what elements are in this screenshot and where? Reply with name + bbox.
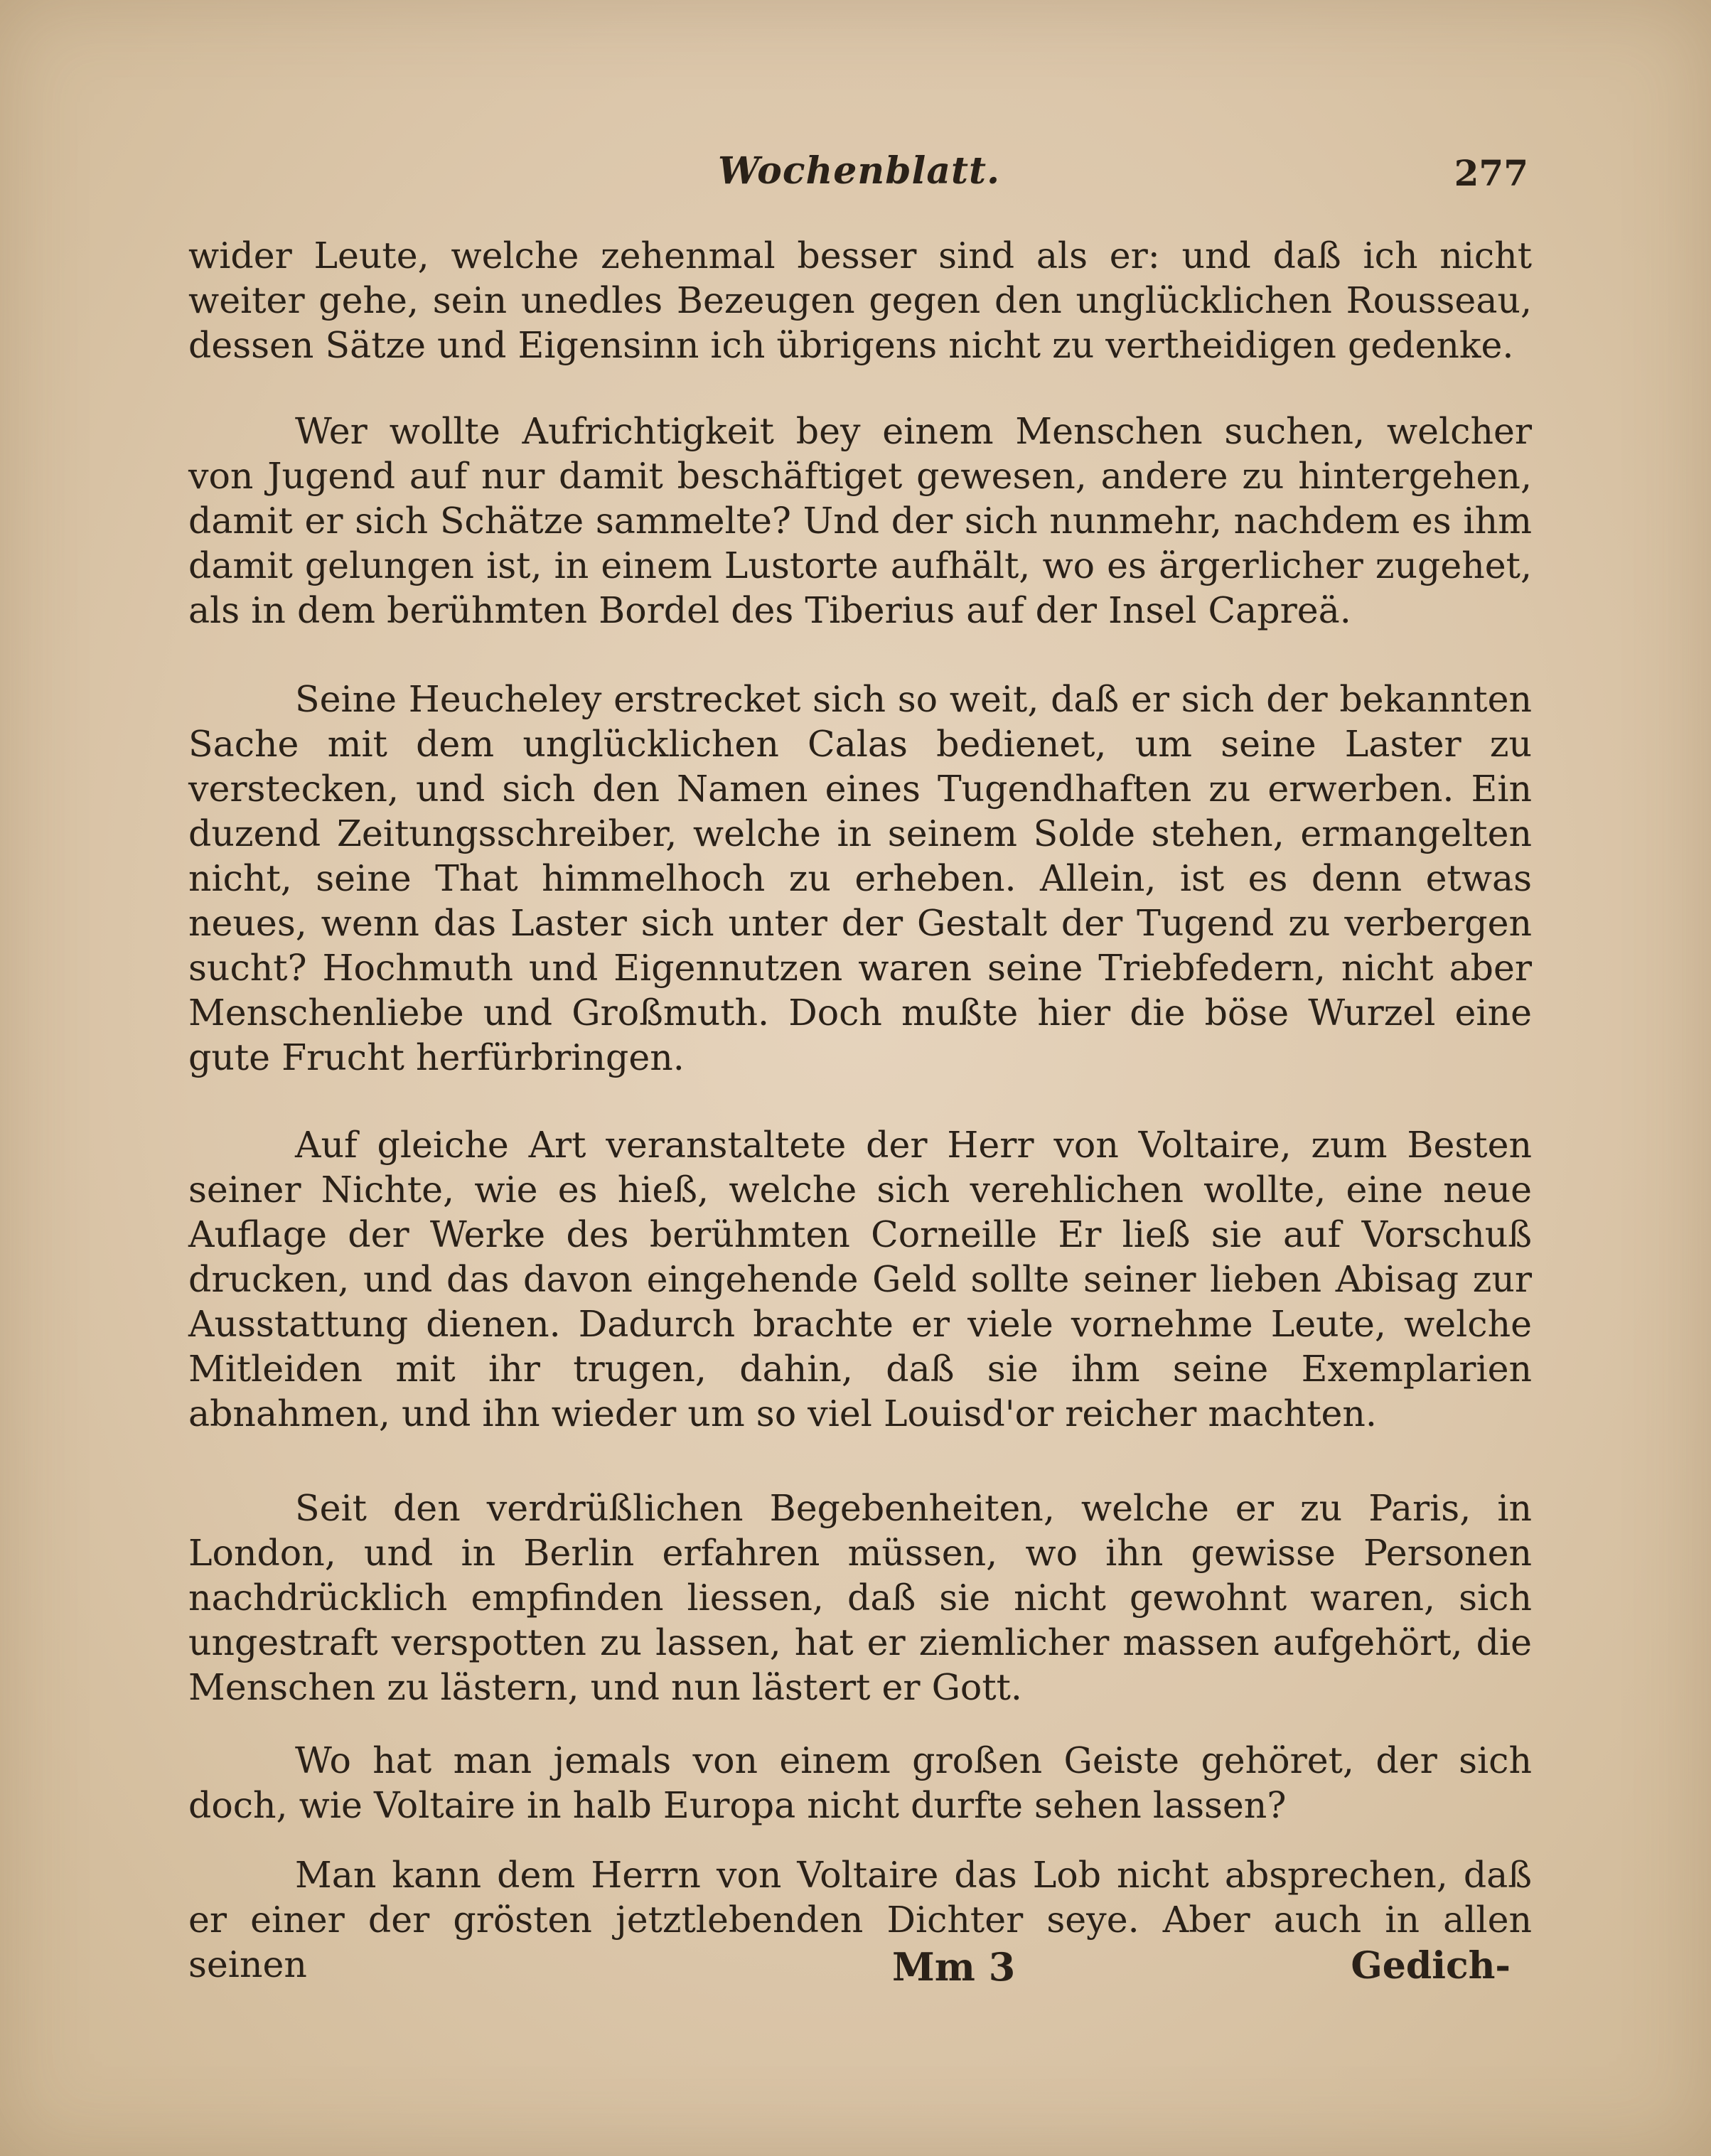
paragraph: Wo hat man jemals von einem großen Geiste gehöret, der sich doch, wie Voltaire in halb Europa nicht durfte sehen lassen? xyxy=(188,1739,1532,1826)
running-head: Wochenblatt. xyxy=(718,149,1001,193)
page-header xyxy=(192,149,1535,206)
catchword: Gedich- xyxy=(1351,1944,1511,1988)
paragraph: Man kann dem Herrn von Voltaire das Lob nicht absprechen, daß er einer der grösten jetztlebenden Dichter seye. Aber auch in allen seinen xyxy=(188,1854,1532,1985)
signature-mark: Mm 3 xyxy=(892,1944,1016,1990)
paragraph: Seine Heucheley erstrecket sich so weit, daß er sich der bekannten Sache mit dem unglücklichen Calas bedienet, um seine Laster zu verstecken, und sich den Namen eines Tugendhaften zu erwerben. Ein duzend Zeitungsschreiber, welche in seinem Solde stehen, ermangelten nicht, seine That himmelhoch zu erheben. Allein, ist es denn etwas neues, wenn das Laster sich unter der Gestalt der Tugend zu verbergen sucht? Hochmuth und Eigennutzen waren seine Triebfedern, nicht aber Menschenliebe und Großmuth. Doch mußte hier die böse Wurzel eine gute Frucht herfürbringen. xyxy=(188,678,1532,1078)
paragraph: Auf gleiche Art veranstaltete der Herr von Voltaire, zum Besten seiner Nichte, wie es hieß, welche sich verehlichen wollte, eine neue Auflage der Werke des berühmten Corneille Er ließ sie auf Vorschuß drucken, und das davon eingehende Geld sollte seiner lieben Abisag zur Ausstattung dienen. Dadurch brachte er viele vornehme Leute, welche Mitleiden mit ihr trugen, dahin, daß sie ihm seine Exemplarien abnahmen, und ihn wieder um so viel Louisd'or reicher machten. xyxy=(188,1124,1532,1434)
page-footer xyxy=(188,1944,1532,2001)
paragraph-continuation: wider Leute, welche zehenmal besser sind als er: und daß ich nicht weiter gehe, sein unedles Bezeugen gegen den unglücklichen Rousseau, dessen Sätze und Eigensinn ich übrigens nicht zu vertheidigen gedenke. xyxy=(188,235,1532,366)
paragraph: Wer wollte Aufrichtigkeit bey einem Menschen suchen, welcher von Jugend auf nur damit beschäftiget gewesen, andere zu hintergehen, damit er sich Schätze sammelte? Und der sich nunmehr, nachdem es ihm damit gelungen ist, in einem Lustorte aufhält, wo es ärgerlicher zugehet, als in dem berühmten Bordel des Tiberius auf der Insel Capreä. xyxy=(188,410,1532,631)
paragraph: Seit den verdrüßlichen Begebenheiten, welche er zu Paris, in London, und in Berlin erfahren müssen, wo ihn gewisse Personen nachdrücklich empfinden liessen, daß sie nicht gewohnt waren, sich ungestraft verspotten zu lassen, hat er ziemlicher massen aufgehört, die Menschen zu lästern, und nun lästert er Gott. xyxy=(188,1487,1532,1708)
page-number: 277 xyxy=(1454,152,1528,194)
body-text xyxy=(188,233,1532,1987)
